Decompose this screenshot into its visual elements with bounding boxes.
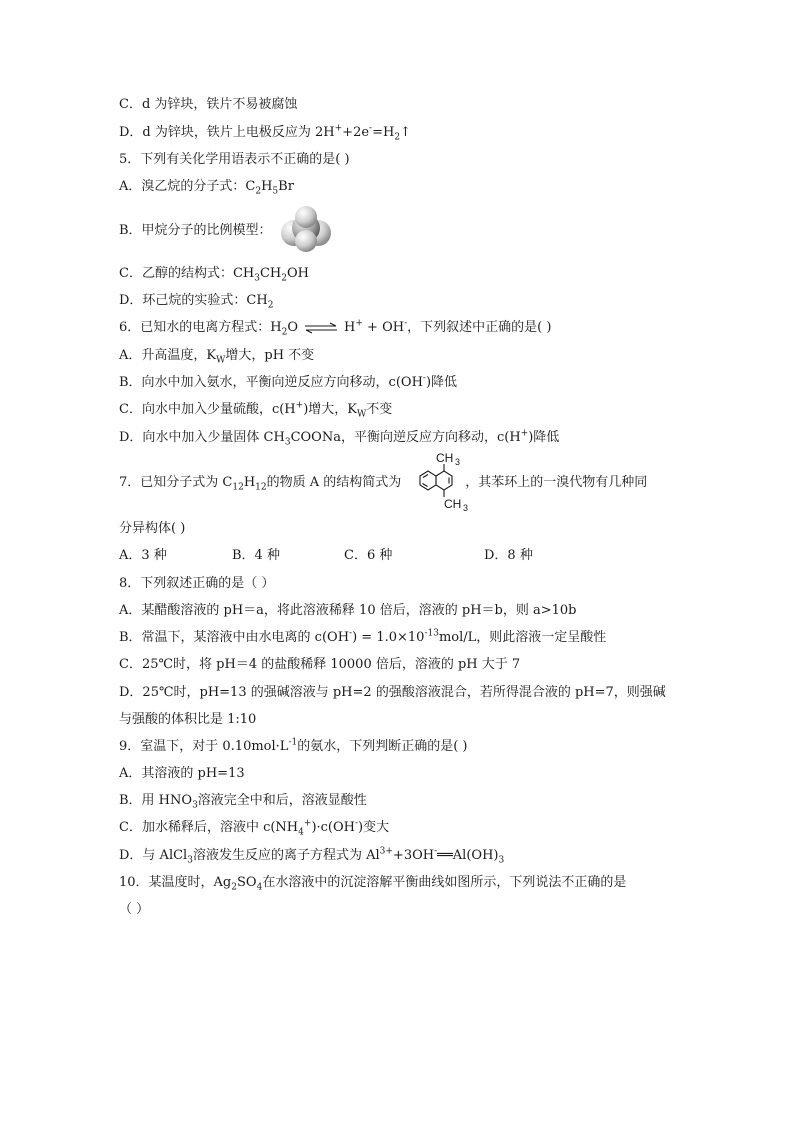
option-7d: D．8 种 [484, 548, 533, 563]
methane-space-filling-model [278, 205, 334, 253]
methyl-subscript-top: 3 [455, 457, 461, 467]
methyl-label-bottom: CH [444, 497, 462, 511]
methyl-label-top: CH [436, 452, 454, 465]
option-5a: A．溴乙烷的分子式：$C_2H_5Br$ [119, 179, 294, 197]
option-9b: B．用 $HNO_3$溶液完全中和后，溶液显酸性 [119, 793, 367, 811]
methyl-subscript-bottom: 3 [463, 503, 469, 512]
equilibrium-arrow-icon [304, 322, 338, 334]
question-7: 7．已知分子式为 $C_{12}H_{12}$的物质 A 的结构简式为 ，其苯环上的一溴代物有几种同 [119, 475, 648, 493]
option-6c: C．向水中加入少量硫酸，c(H+)增大，$K_W$不变 [119, 400, 393, 420]
question-10-answer-bracket: （ ） [119, 902, 150, 917]
option-8b: B．常温下，某溶液中由水电离的 $c(OH^-) = 1.0\times 10^{-13}mol/L$，则此溶液一定呈酸性 [119, 628, 607, 645]
question-8: 8．下列叙述正确的是（ ） [119, 576, 275, 591]
option-8d: D．25℃时，pH=13 的强碱溶液与 pH=2 的强酸溶液混合，若所得混合液的 pH=7，则强碱 [119, 685, 666, 700]
option-7a: A．3 种 [119, 548, 167, 563]
option-9c: C．加水稀释后，溶液中 $c(NH_4^+)\cdot c(OH^-)$变大 [119, 818, 390, 838]
option-6d: D．向水中加入少量固体 $CH_3COONa$，平衡向逆反应方向移动，c(H+)降低 [119, 428, 560, 448]
option-9d: D．与 AlCl$_3$溶液发生反应的离子方程式为 $Al^{3+}+3OH^-══Al(OH)_3$ [119, 846, 505, 866]
question-7-continued: 分异构体( ) [119, 521, 186, 536]
option-7c: C．6 种 [344, 548, 393, 563]
option-6b: B．向水中加入氨水，平衡向逆反应方向移动，c(OH-)降低 [119, 373, 458, 390]
option-6a: A．升高温度，$K_W$增大，pH 不变 [119, 348, 315, 366]
question-5: 5．下列有关化学用语表示不正确的是( ) [119, 152, 350, 167]
question-10: 10．某温度时，$Ag_2SO_4$在水溶液中的沉淀溶解平衡曲线如图所示，下列说法不正确的是 [119, 875, 627, 893]
option-8a: A．某醋酸溶液的 pH＝a，将此溶液稀释 10 倍后，溶液的 pH＝b，则 a>10b [119, 603, 577, 618]
option-4c: C．d 为锌块，铁片不易被腐蚀 [119, 97, 298, 112]
option-9a: A．其溶液的 pH=13 [119, 766, 245, 781]
option-8d-continued: 与强酸的体积比是 1:10 [119, 712, 257, 727]
question-9: 9．室温下，对于 $0.10mol\cdot L^{-1}$的氨水，下列判断正确的是( ) [119, 737, 468, 754]
question-6: 6．已知水的电离方程式：$H_2O$ H+ + OH-，下列叙述中正确的是( ) [119, 318, 552, 338]
dimethylnaphthalene-structure [410, 452, 480, 512]
option-7b: B．4 种 [232, 548, 280, 563]
option-8c: C．25℃时，将 pH＝4 的盐酸稀释 10000 倍后，溶液的 pH 大于 7 [119, 657, 521, 672]
option-5b: B．甲烷分子的比例模型： [119, 223, 272, 238]
option-4d: D．d 为锌块，铁片上电极反应为 $2H^++2e^-=H_2↑$ [119, 123, 411, 143]
option-5d: D．环己烷的实验式：$CH_2$ [119, 293, 274, 311]
option-5c: C．乙醇的结构式：$CH_3CH_2OH$ [119, 266, 309, 284]
